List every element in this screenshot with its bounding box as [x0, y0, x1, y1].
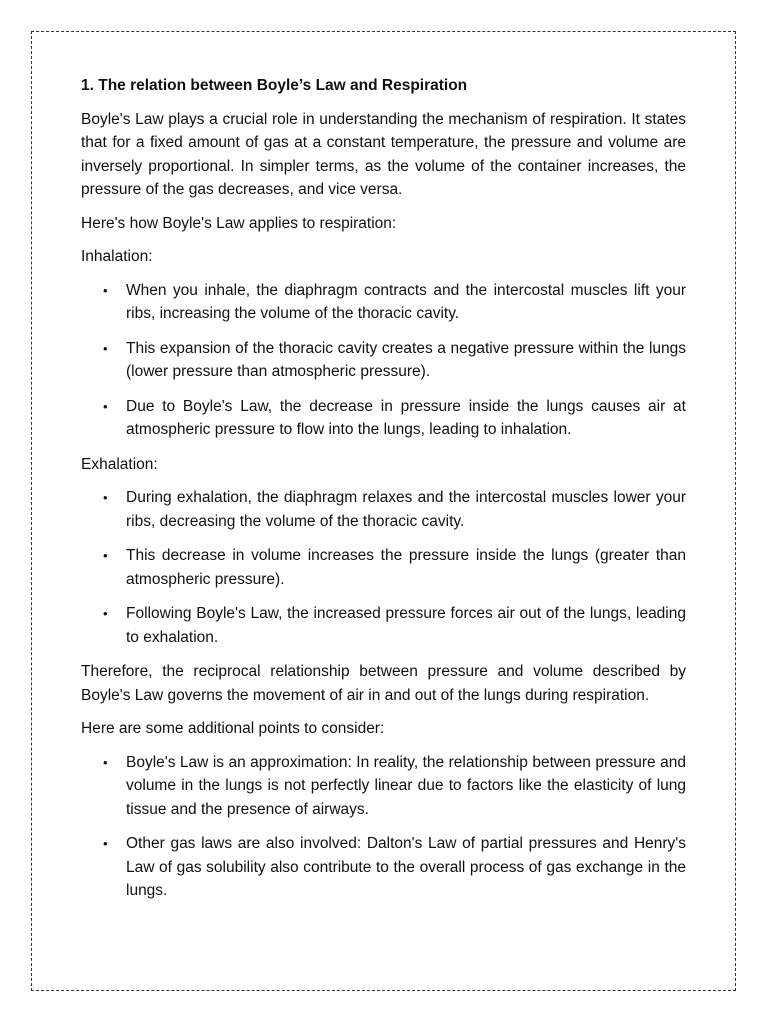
document-body — [81, 74, 686, 914]
inhalation-label: Inhalation: — [81, 248, 153, 265]
list-item: • Boyle's Law is an approximation: In reality, the relationship between pressure and volume in the lungs is not perfectly linear due to factors like the elasticity of lung tissue and the presence of airways. — [126, 751, 686, 822]
list-item: • Other gas laws are also involved: Dalton's Law of partial pressures and Henry's Law of gas solubility also contribute to the overall process of gas exchange in the lungs. — [126, 832, 686, 903]
list-item: • This decrease in volume increases the pressure inside the lungs (greater than atmospheric pressure). — [126, 544, 686, 591]
additional-list — [81, 751, 686, 903]
list-item: • During exhalation, the diaphragm relaxes and the intercostal muscles lower your ribs, decreasing the volume of the thoracic cavity. — [126, 486, 686, 533]
section-heading: 1. The relation between Boyle’s Law and Respiration — [81, 77, 468, 94]
additional-label: Here are some additional points to consider: — [81, 720, 385, 737]
intro-paragraph: Boyle's Law plays a crucial role in understanding the mechanism of respiration. It states that for a fixed amount of gas at a constant temperature, the pressure and volume are inversely proportional. In simpler terms, as the volume of the container increases, the pressure of the gas decreases, and vice versa. — [81, 110, 686, 198]
exhalation-list — [81, 486, 686, 649]
list-item: • Following Boyle's Law, the increased pressure forces air out of the lungs, leading to exhalation. — [126, 602, 686, 649]
applies-intro: Here's how Boyle's Law applies to respiration: — [81, 214, 397, 232]
list-item: • Due to Boyle's Law, the decrease in pressure inside the lungs causes air at atmospheric pressure to flow into the lungs, leading to inhalation. — [126, 395, 686, 442]
exhalation-label: Exhalation: — [81, 455, 158, 473]
inhalation-list — [81, 279, 686, 442]
list-item: • When you inhale, the diaphragm contracts and the intercostal muscles lift your ribs, increasing the volume of the thoracic cavity. — [126, 279, 686, 326]
conclusion-paragraph: Therefore, the reciprocal relationship between pressure and volume described by Boyle's Law governs the movement of air in and out of the lungs during respiration. — [81, 663, 686, 704]
list-item: • This expansion of the thoracic cavity creates a negative pressure within the lungs (lower pressure than atmospheric pressure). — [126, 337, 686, 384]
